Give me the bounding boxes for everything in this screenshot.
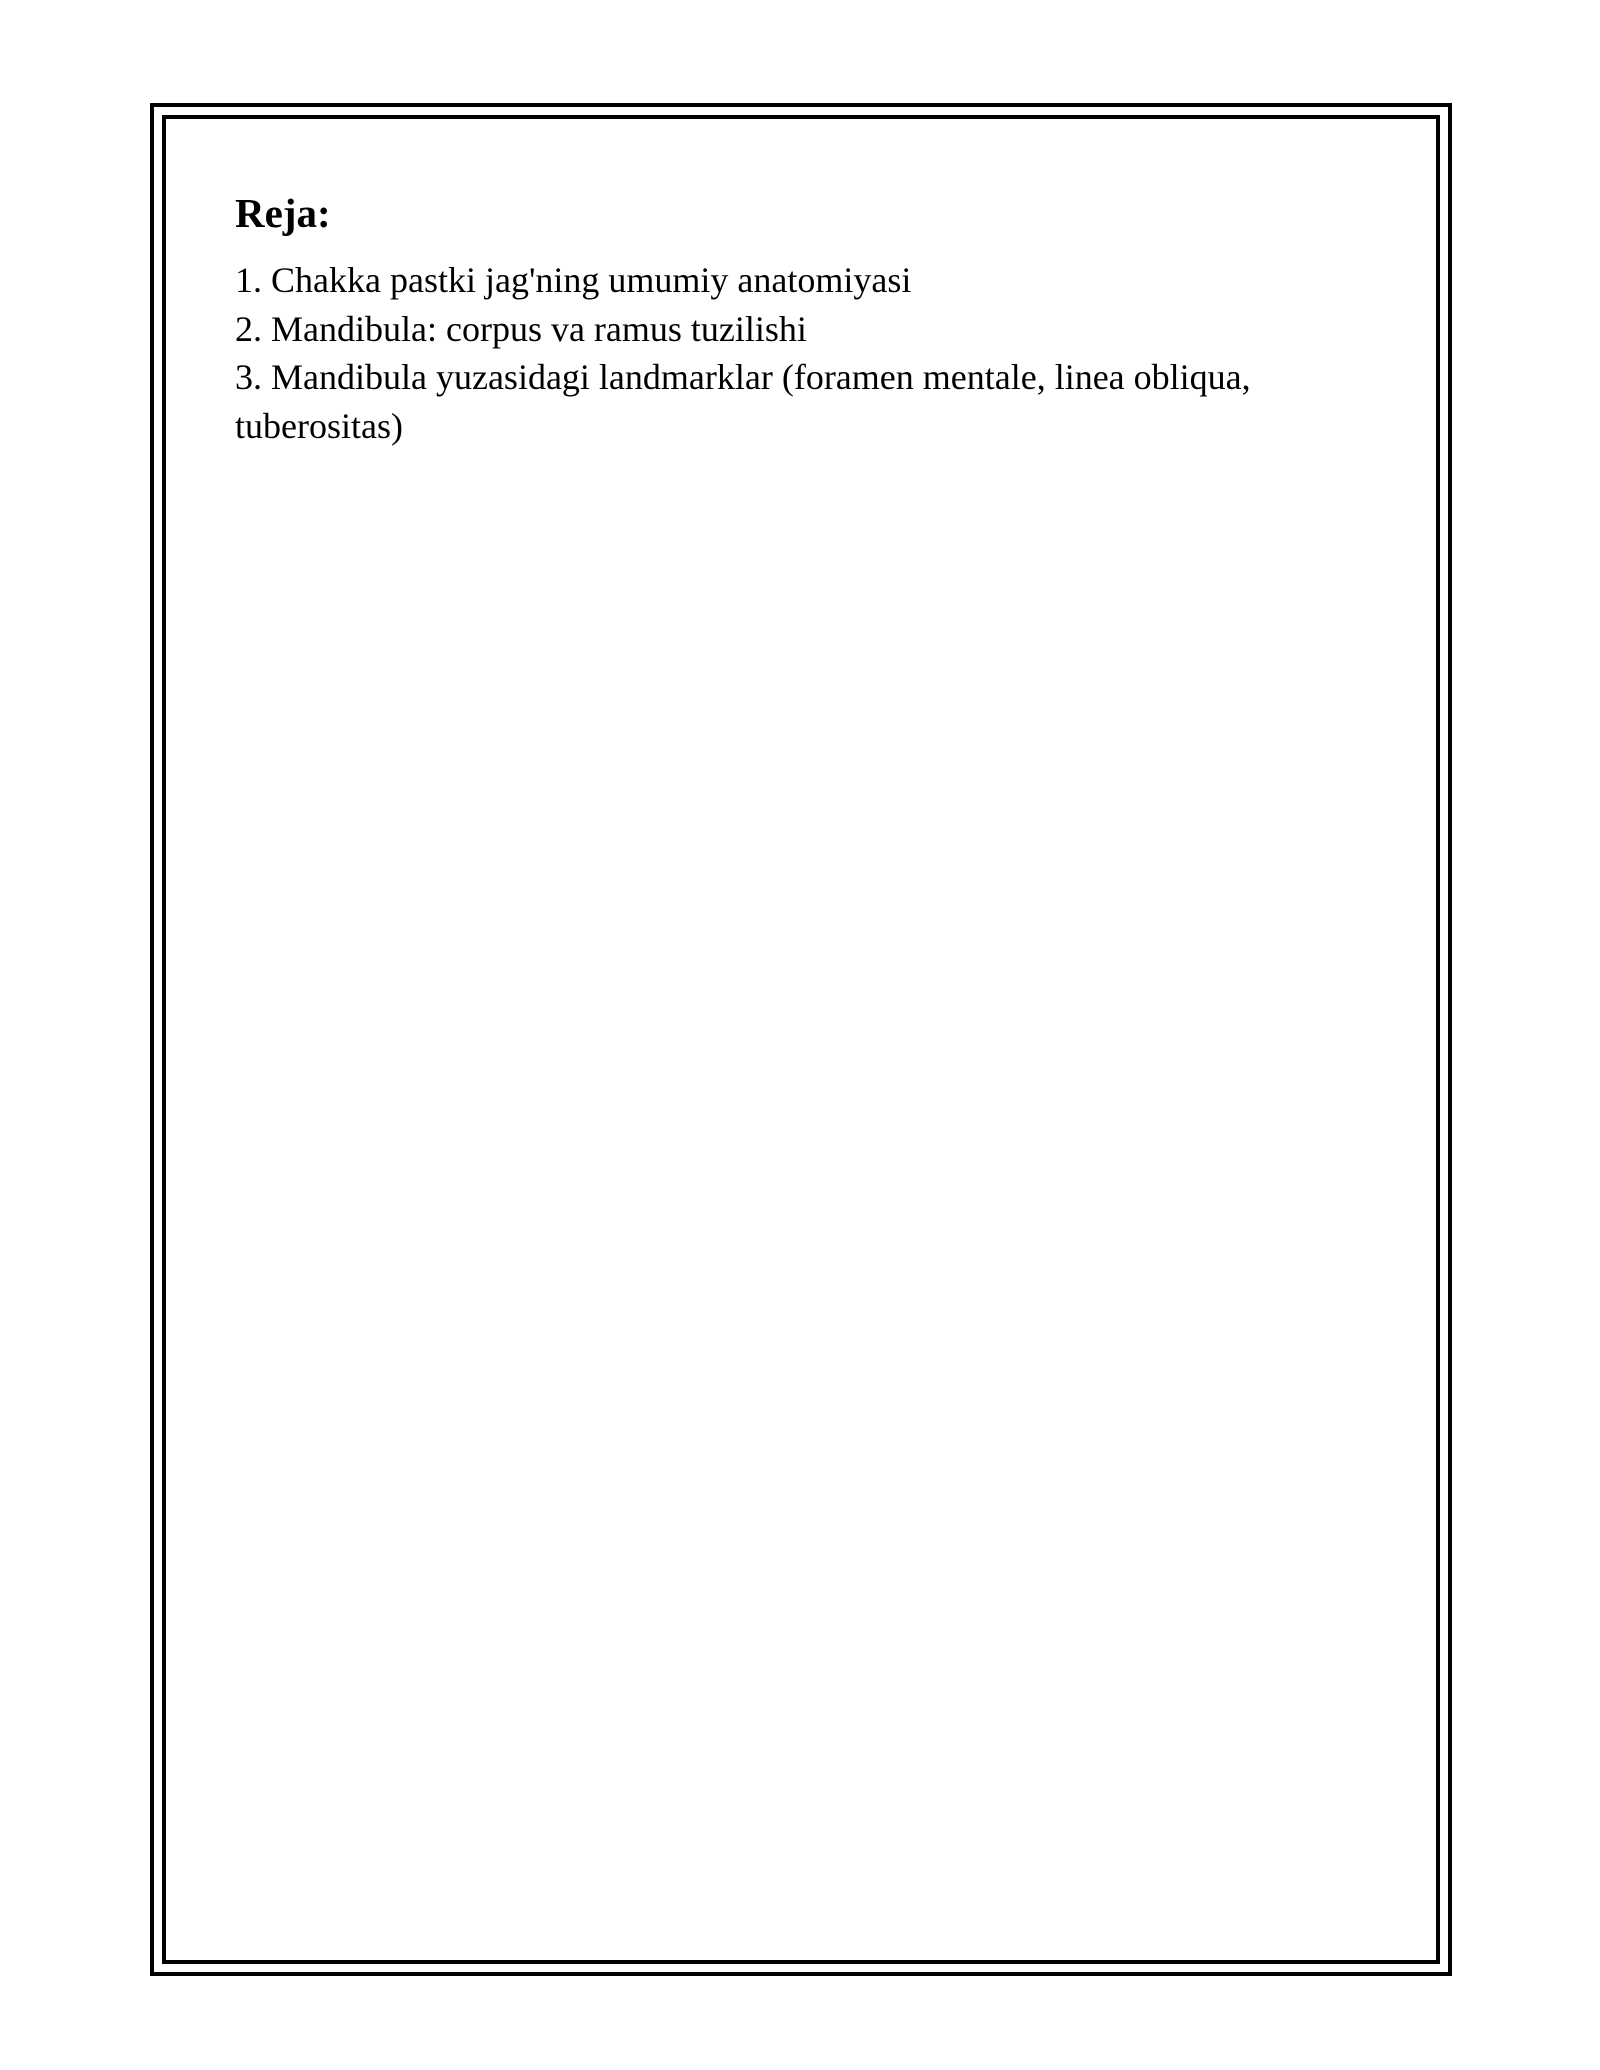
plan-item: 3. Mandibula yuzasidagi landmarklar (foramen mentale, linea obliqua, tuberositas)	[235, 357, 1251, 446]
plan-item: 1. Chakka pastki jag'ning umumiy anatomiyasi	[235, 260, 912, 300]
plan-item: 2. Mandibula: corpus va ramus tuzilishi	[235, 308, 807, 349]
page-content	[235, 188, 1335, 450]
plan-list	[235, 256, 1335, 450]
plan-heading: Reja:	[235, 190, 331, 236]
